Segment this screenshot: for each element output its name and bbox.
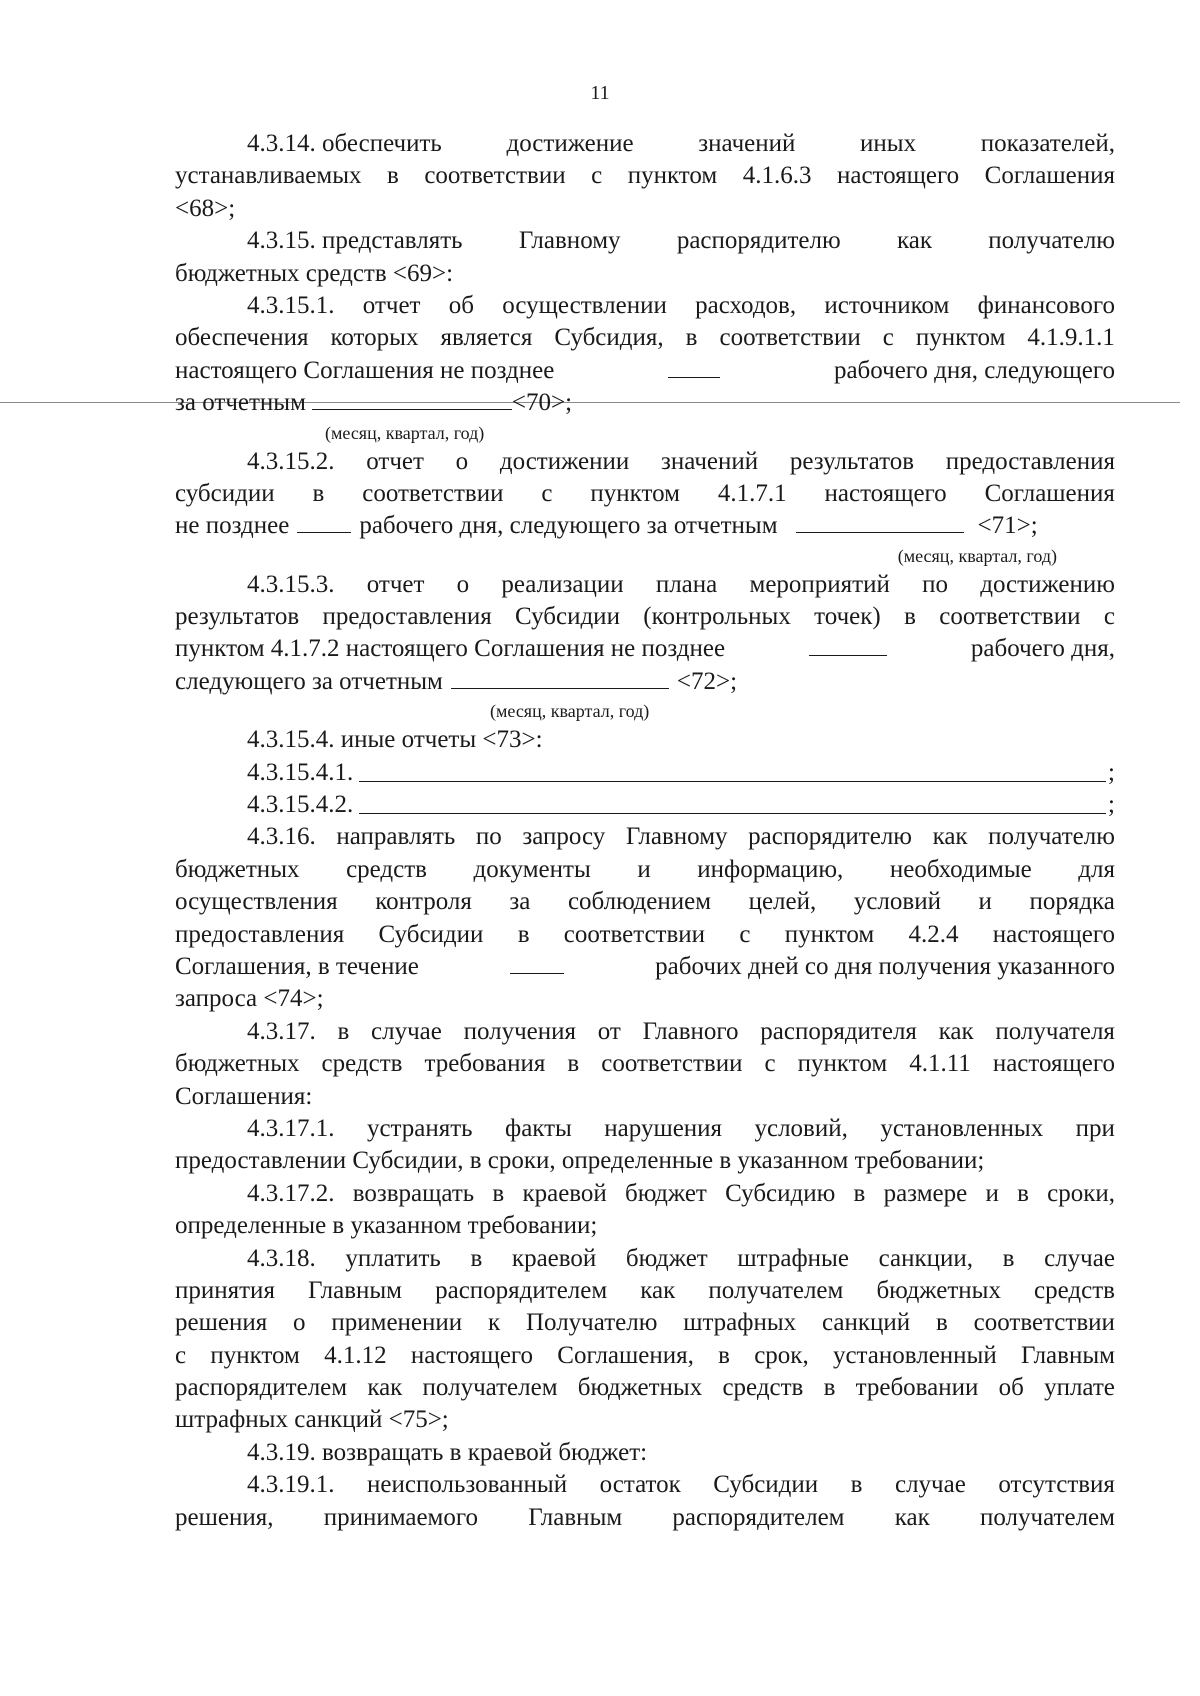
word: при [1075,1114,1115,1142]
word: сроки, [1047,1179,1115,1207]
word: пунктом [797,1050,888,1078]
word: бюджетных [175,1050,300,1078]
word: запросу [522,823,606,851]
word: порядка [1029,888,1115,916]
word: 4.3.15.1. [247,291,335,319]
word: 4.1.11 [909,1050,971,1078]
word: в [492,1179,505,1207]
word: по [475,823,502,851]
word: Субсидию [725,1179,836,1207]
word: информацию, [697,855,844,883]
word: контроля [375,888,472,916]
word: получателю [988,823,1115,851]
word: 4.3.17.1. [247,1114,335,1142]
paragraph-line [175,1243,1115,1275]
word: настоящего [992,1050,1115,1078]
paragraph-line [175,821,1115,853]
word: о [455,447,469,475]
word: в [337,1017,350,1045]
word: решения, [175,1503,274,1531]
word: штрафные [737,1244,849,1272]
word: нарушения [604,1114,723,1142]
word: Субсидии [515,603,620,631]
word: в [685,324,698,352]
paragraph-line: определенные в указанном требовании; [175,1212,598,1240]
word: Субсидия, [554,324,664,352]
word: об [998,1374,1024,1402]
word: и [637,855,651,883]
word: средств [722,1374,804,1402]
word: отсутствия [998,1471,1115,1499]
word: (контрольных [643,603,791,631]
paragraph-line: <68>; [175,194,236,222]
word: по [922,570,948,598]
blank-field [809,633,887,656]
blank-field [510,951,564,974]
word: мероприятий [749,570,890,598]
word: осуществлении [502,291,667,319]
paragraph-line: предоставлении Субсидии, в сроки, определенные в указанном требовании; [175,1147,985,1175]
word: пунктом [915,324,1006,352]
word: как [640,1276,676,1304]
word: распорядителем [175,1374,348,1402]
word: Соглашения [984,479,1115,507]
blank-field [312,387,512,410]
word: соответствии [362,479,504,507]
word: средств [321,1050,403,1078]
paragraph-line: 4.3.15.4. иные отчеты <73>: [247,726,543,754]
paragraph-line [175,1178,1115,1210]
word: Главного [642,1017,739,1045]
word: в [718,1341,730,1369]
paragraph-line [175,160,1115,192]
paragraph-line [175,1048,1115,1080]
paragraph-line: за отчетным <70>; [175,389,573,417]
word: срок, [754,1341,809,1369]
word: отчет [366,447,424,475]
word: соответствии [424,162,566,190]
word: достижению [980,570,1115,598]
word: краевой [522,1179,607,1207]
word: необходимые [889,855,1032,883]
paragraph-line: следующего за отчетным <72>; [175,667,738,695]
word: бюджет [625,1179,707,1207]
word: за [509,888,531,916]
paragraph-line: настоящего Соглашения не позднее рабочего дня, следующего [175,356,1115,384]
word: устанавливаемых [175,162,362,190]
word: осуществления [175,888,338,916]
word: в [567,1050,580,1078]
word: настоящего [824,479,947,507]
word: с [541,479,553,507]
word: с [1103,603,1115,631]
word: бюджет [625,1244,708,1272]
blank-field [451,666,669,689]
word: плана [655,570,718,598]
paragraph-line: Соглашения: [175,1082,313,1110]
word: как [938,1017,974,1045]
word: настоящего [836,162,960,190]
word: 4.3.17.2. [247,1179,335,1207]
word: и [978,888,992,916]
word: Получателю [525,1309,658,1337]
word: неиспользованный [367,1471,568,1499]
paragraph-line [175,1307,1115,1339]
word: о [293,1309,306,1337]
word: 4.3.16. [247,823,316,851]
word: расходов, [695,291,797,319]
word: Главным [1021,1341,1115,1369]
word: субсидии [175,479,275,507]
word: применении [331,1309,463,1337]
word: 4.1.7.1 [717,479,787,507]
word: и [985,1179,999,1207]
word: 4.3.17. [247,1017,316,1045]
word: возвращать [352,1179,475,1207]
word: соответствии [973,1309,1115,1337]
paragraph-line [175,290,1115,322]
word: факты [505,1114,572,1142]
word: получателем [422,1374,558,1402]
paragraph-line: 4.3.15.4.2. ; [247,791,1115,819]
word: средств [346,855,427,883]
paragraph-line: 4.3.15.4.1. ; [247,758,1115,786]
word: направлять [336,823,456,851]
word: случае [1044,1244,1115,1272]
word: получения [463,1017,577,1045]
paragraph-line: запроса <74>; [175,985,324,1013]
word: штрафных [683,1309,797,1337]
paragraph-line [175,1275,1115,1307]
word: источником [824,291,950,319]
word: с [175,1341,187,1369]
word: результатов [175,603,300,631]
word: соответствии [719,324,861,352]
paragraph-line [175,886,1115,918]
word: соблюдением [567,888,712,916]
word: Главному [625,823,728,851]
word: размере [883,1179,968,1207]
word: отчет [362,291,421,319]
word: получателем [980,1503,1115,1531]
word: целей, [748,888,817,916]
word: распорядителем [435,1276,608,1304]
paragraph-line [175,854,1115,886]
word: 4.3.18. [247,1244,316,1272]
word: соответствии [939,603,1081,631]
word: 4.3.19.1. [247,1471,335,1499]
paragraph-line [175,1113,1115,1145]
word: принимаемого [323,1503,478,1531]
word: в [904,603,916,631]
word: Главным [528,1503,623,1531]
word: санкции, [878,1244,973,1272]
word: обеспечения [175,324,309,352]
word: распорядителем [672,1503,845,1531]
paragraph-line [175,1340,1115,1372]
word: бюджетных [876,1276,1001,1304]
word: настоящего [410,1341,534,1369]
paragraph-line [175,1502,1115,1534]
word: значений [661,447,759,475]
word: для [1078,855,1115,883]
word: предоставления [175,920,345,948]
word: с [882,324,894,352]
word: как [894,1503,930,1531]
word: достижении [499,447,630,475]
word: требовании [855,1374,979,1402]
word: настоящего [992,920,1115,948]
field-caption: (месяц, квартал, год) [897,545,1057,566]
blank-field [359,757,1106,782]
word: которых [330,324,419,352]
word: случае [371,1017,442,1045]
paragraph-line: не позднее рабочего дня, следующего за отчетным <71>; [175,512,1038,540]
word: предоставления [945,447,1115,475]
word: соответствии [601,1050,743,1078]
word: соответствии [563,920,706,948]
word: в [853,1179,866,1207]
paragraph-line: Соглашения, в течение рабочих дней со дня получения указанного [175,952,1115,980]
word: как [367,1374,403,1402]
field-caption: (месяц, квартал, год) [490,701,650,722]
word: уплате [1044,1374,1115,1402]
word: 4.1.9.1.1 [1027,324,1115,352]
word: с [739,920,751,948]
word: принятия [175,1276,275,1304]
word: уплатить [345,1244,441,1272]
word: остаток [599,1471,681,1499]
word: точек) [814,603,881,631]
word: условий [853,888,941,916]
paragraph-line: пунктом 4.1.7.2 настоящего Соглашения не позднее рабочего дня, [175,635,1115,663]
word: установленный [832,1341,997,1369]
paragraph-line [175,478,1115,510]
word: как [932,823,968,851]
word: пунктом [210,1341,300,1369]
word: Субсидии [713,1471,819,1499]
document-body [175,128,1115,1534]
word: с [591,162,603,190]
word: в [850,1471,863,1499]
word: документы [473,855,591,883]
word: отчет [366,570,425,598]
page-number: 11 [590,82,610,104]
word: 4.1.12 [324,1341,387,1369]
blank-field [359,789,1106,814]
word: в [1017,1179,1029,1207]
word: об [448,291,474,319]
paragraph-line: 4.3.15. представлять Главному распорядителю как получателю [247,227,1115,255]
word: пунктом [590,479,680,507]
word: в [1002,1244,1015,1272]
word: в [517,920,530,948]
paragraph-line [175,919,1115,951]
paragraph-line [175,601,1115,633]
word: к [487,1309,501,1337]
paragraph-line [175,446,1115,478]
word: условий, [754,1114,848,1142]
blank-field [668,355,720,378]
word: краевой [511,1244,597,1272]
word: 4.1.6.3 [742,162,812,190]
blank-field [796,510,964,533]
paragraph-line: бюджетных средств <69>: [175,259,454,287]
word: распорядителю [748,823,912,851]
paragraph-line [175,1372,1115,1404]
paragraph-line: 4.3.14. обеспечить достижение значений иных показателей, [247,130,1115,157]
word: 4.2.4 [908,920,959,948]
word: санкций [821,1309,911,1337]
word: в [823,1374,836,1402]
word: пунктом [784,920,875,948]
word: Главным [308,1276,402,1304]
word: бюджетных [577,1374,703,1402]
word: устранять [366,1114,473,1142]
word: в [387,162,399,190]
paragraph-line [175,569,1115,601]
paragraph-line: 4.3.19. возвращать в краевой бюджет: [247,1438,648,1466]
word: в [935,1309,948,1337]
word: реализации [501,570,624,598]
word: о [456,570,470,598]
word: в [470,1244,483,1272]
word: пунктом [627,162,718,190]
word: 4.3.15.2. [247,447,335,475]
word: получателем [708,1276,844,1304]
word: случае [894,1471,966,1499]
word: результатов [789,447,915,475]
word: Соглашения [984,162,1115,190]
word: получателя [995,1017,1115,1045]
word: бюджетных [175,855,300,883]
paragraph-line [175,1016,1115,1048]
word: предоставления [322,603,492,631]
blank-field [297,510,351,533]
field-caption: (месяц, квартал, год) [325,422,485,443]
word: требования [424,1050,546,1078]
paragraph-line: штрафных санкций <75>; [175,1406,449,1434]
word: 4.3.15.3. [247,570,335,598]
word: с [764,1050,776,1078]
word: средств [1034,1276,1115,1304]
word: от [597,1017,621,1045]
word: финансового [977,291,1115,319]
word: решения [175,1309,268,1337]
paragraph-line [175,322,1115,354]
word: Соглашения, [557,1341,694,1369]
word: установленных [880,1114,1044,1142]
word: в [312,479,325,507]
word: распорядителя [760,1017,917,1045]
paragraph-line [175,1469,1115,1501]
word: Субсидии [378,920,484,948]
word: является [440,324,533,352]
